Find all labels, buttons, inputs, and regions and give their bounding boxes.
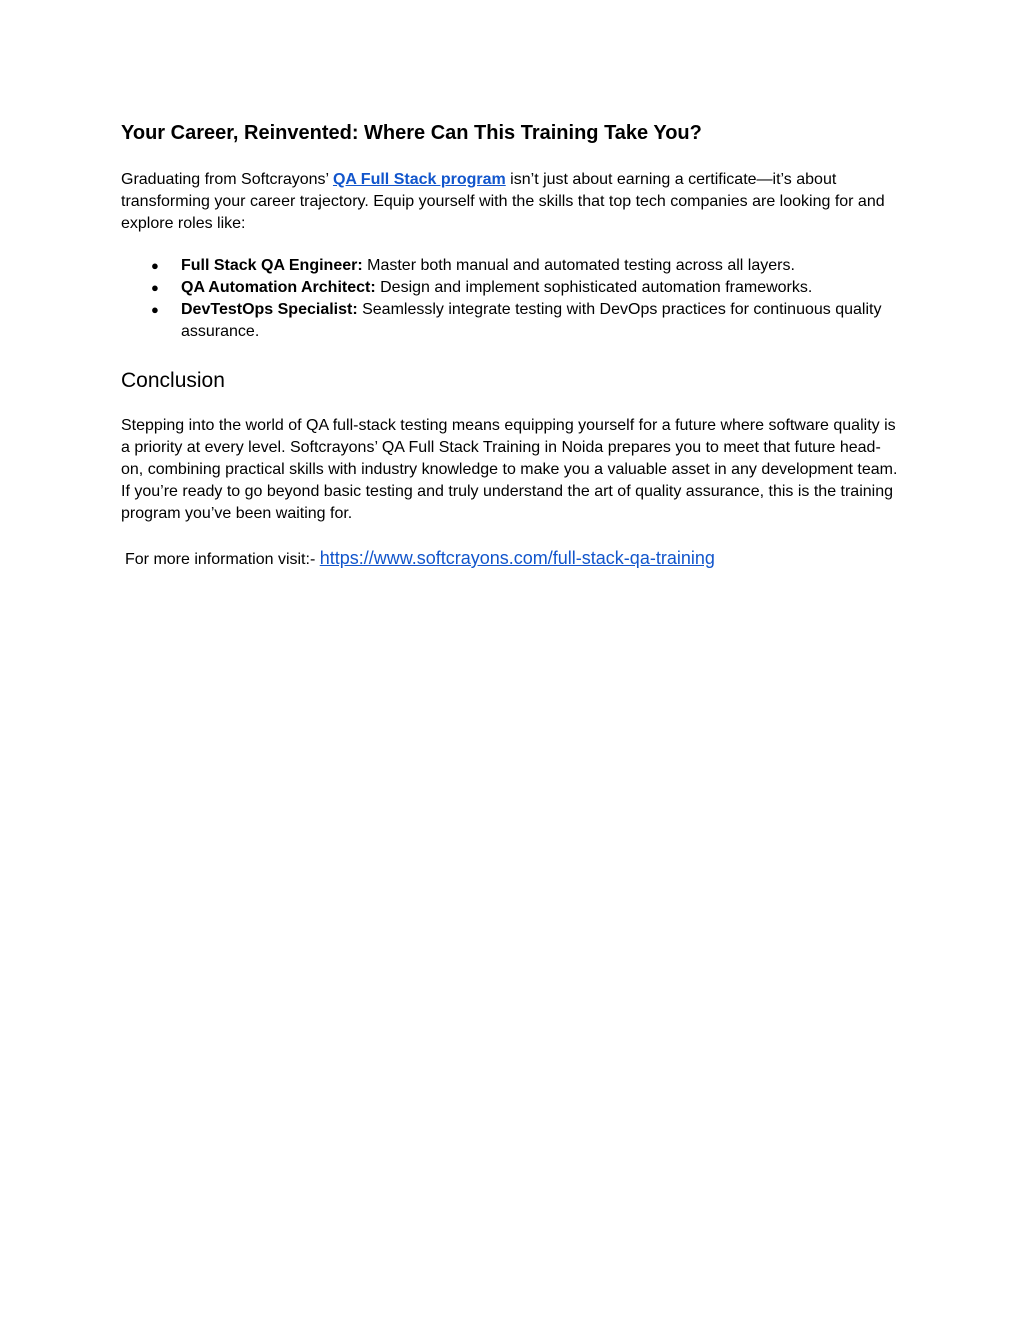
section-heading-career: Your Career, Reinvented: Where Can This Training Take You?: [121, 122, 702, 144]
intro-paragraph: [121, 169, 901, 235]
list-item: [151, 277, 901, 299]
role-description: Seamlessly integrate testing with DevOps practices for continuous quality assurance.: [181, 301, 882, 340]
role-title: DevTestOps Specialist:: [181, 301, 358, 318]
role-title: QA Automation Architect:: [181, 279, 376, 296]
roles-list: [121, 255, 901, 343]
intro-text-before: Graduating from Softcrayons’: [121, 171, 333, 188]
softcrayons-url-link[interactable]: https://www.softcrayons.com/full-stack-qa-training: [319, 548, 715, 568]
conclusion-paragraph: Stepping into the world of QA full-stack testing means equipping yourself for a future where software quality is a priority at every level. Softcrayons’ QA Full Stack Training in Noida prepares you to meet that future head-on, combining practical skills with industry knowledge to make you a valuable asset in any development team. If you’re ready to go beyond basic testing and truly understand the art of quality assurance, this is the training program you’ve been waiting for.: [121, 417, 898, 522]
visit-paragraph: [121, 547, 901, 571]
role-title: Full Stack QA Engineer:: [181, 257, 363, 274]
role-description: Design and implement sophisticated automation frameworks.: [375, 279, 813, 296]
list-item: [151, 299, 901, 343]
role-description: Master both manual and automated testing across all layers.: [362, 257, 795, 274]
list-item: [151, 255, 901, 277]
document-page: [121, 119, 901, 571]
bullet-icon: ●: [151, 302, 159, 317]
bullet-icon: ●: [151, 258, 159, 273]
visit-label: For more information visit:-: [125, 551, 320, 568]
section-heading-conclusion: Conclusion: [121, 369, 225, 392]
intro-text-after: isn’t just about earning a certificate—it’s about transforming your career trajectory. Equip yourself with the skills that top tech companies are looking for and explore roles like:: [121, 171, 885, 232]
bullet-icon: ●: [151, 280, 159, 295]
qa-full-stack-program-link[interactable]: QA Full Stack program: [332, 171, 506, 188]
